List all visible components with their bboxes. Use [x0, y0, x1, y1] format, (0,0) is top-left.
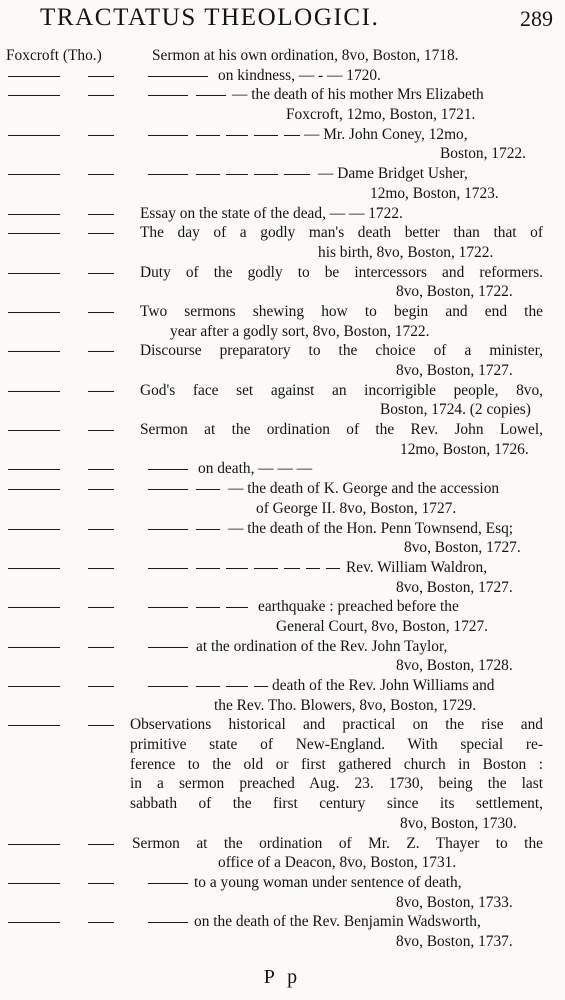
- ditto-dash: [196, 95, 226, 96]
- entry-text: 8vo, Boston, 1737.: [396, 932, 513, 950]
- entry-line: [0, 873, 565, 893]
- ditto-dash: [8, 214, 60, 215]
- ditto-dash: [88, 135, 114, 136]
- ditto-dash: [88, 76, 114, 77]
- entry-line: [0, 499, 565, 519]
- ditto-dash: [284, 135, 300, 136]
- entry-text: Two sermons shewing how to begin and end the: [140, 302, 543, 320]
- entry-text: 8vo, Boston, 1728.: [396, 657, 513, 675]
- entry-text: sabbath of the first century since its settlement,: [130, 795, 543, 813]
- entry-text: 12mo, Boston, 1726.: [400, 440, 529, 458]
- entry-text: earthquake : preached before the: [258, 598, 459, 616]
- ditto-dash: [88, 214, 114, 215]
- ditto-dash: [284, 568, 300, 569]
- page-number: 289: [520, 6, 553, 31]
- ditto-dash: [88, 233, 114, 234]
- entry-line: [0, 85, 565, 105]
- entry-line: [0, 381, 565, 401]
- entry-text: on death, — — —: [198, 460, 313, 478]
- entry-line: [0, 341, 565, 361]
- entry-text: Boston, 1724. (2 copies): [380, 401, 531, 419]
- entry-line: [0, 912, 565, 932]
- ditto-dash: [88, 922, 114, 923]
- ditto-dash: [8, 686, 60, 687]
- ditto-dash: [148, 686, 188, 687]
- entry-line: [0, 440, 565, 460]
- ditto-dash: [226, 607, 248, 608]
- entry-line: [0, 105, 565, 125]
- ditto-dash: [8, 174, 60, 175]
- ditto-dash: [88, 844, 114, 845]
- ditto-dash: [88, 174, 114, 175]
- ditto-dash: [88, 725, 114, 726]
- entry-line: [0, 479, 565, 499]
- entry-line: [0, 302, 565, 322]
- ditto-dash: [88, 607, 114, 608]
- entry-text: Sermon at his own ordination, 8vo, Boston, 1718.: [152, 47, 459, 64]
- entry-line: [0, 459, 565, 479]
- entry-text: God's face set against an incorrigible people, 8vo,: [140, 381, 543, 399]
- page-header: [0, 0, 565, 40]
- entry-text: the Rev. Tho. Blowers, 8vo, Boston, 1729.: [214, 696, 477, 714]
- entry-text: Boston, 1722.: [440, 145, 526, 163]
- ditto-dash: [88, 312, 114, 313]
- entry-text: 8vo, Boston, 1727.: [396, 578, 513, 596]
- ditto-dash: [148, 647, 188, 648]
- entry-line: [0, 164, 565, 184]
- ditto-dash: [196, 686, 220, 687]
- ditto-dash: [8, 489, 60, 490]
- entry-text: on kindness, — - — 1720.: [218, 66, 381, 84]
- ditto-dash: [88, 469, 114, 470]
- entry-text: death of the Rev. John Williams and: [272, 677, 495, 694]
- entry-line: [0, 715, 565, 735]
- ditto-dash: [88, 529, 114, 530]
- entry-text: Essay on the state of the dead, — — 1722.: [140, 204, 403, 222]
- entry-line: [0, 755, 565, 775]
- entry-text: primitive state of New-England. With special re-: [130, 736, 543, 754]
- ditto-dash: [88, 351, 114, 352]
- entry-line: [0, 46, 565, 66]
- entry-text: ference to the old or first gathered church in Boston :: [130, 755, 543, 773]
- entry-line: [0, 223, 565, 243]
- entry-text: on the death of the Rev. Benjamin Wadsworth,: [194, 913, 481, 931]
- entry-text: at the ordination of the Rev. John Taylor,: [196, 637, 448, 655]
- entry-line: [0, 420, 565, 440]
- ditto-dash: [8, 469, 60, 470]
- entry-line: [0, 617, 565, 637]
- running-title: TRACTATUS THEOLOGICI.: [40, 4, 380, 31]
- entry-text: — Mr. John Coney, 12mo,: [304, 125, 468, 143]
- ditto-dash: [148, 607, 188, 608]
- entry-line: [0, 578, 565, 598]
- ditto-dash: [148, 95, 188, 96]
- entry-text: 8vo, Boston, 1727.: [404, 539, 521, 557]
- entry-line: [0, 282, 565, 302]
- entry-line: [0, 893, 565, 913]
- ditto-dash: [306, 568, 320, 569]
- entry-text: 8vo, Boston, 1733.: [396, 893, 513, 911]
- ditto-dash: [226, 686, 248, 687]
- ditto-dash: [8, 351, 60, 352]
- ditto-dash: [88, 568, 114, 569]
- entry-text: — the death of his mother Mrs Elizabeth: [232, 86, 484, 104]
- ditto-dash: [88, 391, 114, 392]
- ditto-dash: [284, 174, 310, 175]
- entry-text: General Court, 8vo, Boston, 1727.: [276, 617, 489, 635]
- ditto-dash: [88, 883, 114, 884]
- entry-text: Sermon at the ordination of Mr. Z. Thayer to the: [132, 834, 543, 852]
- entry-line: [0, 597, 565, 617]
- entry-text: — the death of the Hon. Penn Townsend, Esq;: [228, 519, 514, 537]
- entry-line: [0, 125, 565, 145]
- ditto-dash: [254, 568, 278, 569]
- ditto-dash: [326, 568, 340, 569]
- ditto-dash: [196, 135, 220, 136]
- entry-line: [0, 400, 565, 420]
- ditto-dash: [8, 135, 60, 136]
- ditto-dash: [8, 391, 60, 392]
- ditto-dash: [88, 95, 114, 96]
- entry-text: Duty of the godly to be intercessors and reformers.: [140, 263, 543, 281]
- entry-text: of George II. 8vo, Boston, 1727.: [256, 499, 457, 517]
- ditto-dash: [88, 489, 114, 490]
- ditto-dash: [254, 174, 278, 175]
- entry-text: Sermon at the ordination of the Rev. John Lowel,: [140, 421, 543, 439]
- ditto-dash: [148, 568, 188, 569]
- entry-text: year after a godly sort, 8vo, Boston, 1722.: [170, 322, 430, 340]
- entry-line: [0, 656, 565, 676]
- entry-line: [0, 637, 565, 657]
- entry-text: 12mo, Boston, 1723.: [370, 184, 499, 202]
- ditto-dash: [88, 273, 114, 274]
- entry-text: in a sermon preached Aug. 23. 1730, being the last: [130, 775, 543, 793]
- ditto-dash: [226, 568, 248, 569]
- entry-text: Discourse preparatory to the choice of a minister,: [140, 342, 543, 360]
- ditto-dash: [254, 135, 278, 136]
- entry-line: [0, 814, 565, 834]
- catalogue-entries: [0, 46, 565, 952]
- ditto-dash: [196, 568, 220, 569]
- entry-text: 8vo, Boston, 1730.: [400, 814, 517, 832]
- entry-line: [0, 932, 565, 952]
- ditto-dash: [8, 312, 60, 313]
- ditto-dash: [8, 529, 60, 530]
- entry-text: office of a Deacon, 8vo, Boston, 1731.: [218, 854, 457, 872]
- entry-line: [0, 184, 565, 204]
- entry-line: [0, 144, 565, 164]
- signature-mark: P p: [263, 966, 302, 988]
- entry-text: The day of a godly man's death better than that of: [140, 224, 543, 242]
- entry-line: [0, 735, 565, 755]
- ditto-dash: [88, 430, 114, 431]
- ditto-dash: [254, 686, 268, 687]
- entry-text: — Dame Bridget Usher,: [318, 165, 468, 183]
- ditto-dash: [8, 647, 60, 648]
- ditto-dash: [8, 233, 60, 234]
- entry-line: [0, 204, 565, 224]
- ditto-dash: [148, 883, 188, 884]
- entry-line: [0, 263, 565, 283]
- entry-text: 8vo, Boston, 1722.: [396, 283, 513, 301]
- ditto-dash: [148, 922, 188, 923]
- entry-line: [0, 774, 565, 794]
- entry-line: [0, 696, 565, 716]
- ditto-dash: [8, 76, 60, 77]
- ditto-dash: [148, 489, 188, 490]
- ditto-dash: [8, 273, 60, 274]
- entry-text: — the death of K. George and the accession: [228, 480, 500, 498]
- ditto-dash: [8, 568, 60, 569]
- ditto-dash: [148, 174, 188, 175]
- entry-line: [0, 558, 565, 578]
- ditto-dash: [148, 76, 208, 77]
- entry-line: [0, 322, 565, 342]
- ditto-dash: [196, 529, 220, 530]
- entry-text: Observations historical and practical on the rise and: [130, 716, 543, 734]
- ditto-dash: [8, 725, 60, 726]
- ditto-dash: [8, 95, 60, 96]
- author-name: Foxcroft (Tho.): [6, 47, 102, 64]
- ditto-dash: [196, 489, 220, 490]
- ditto-dash: [88, 647, 114, 648]
- entry-line: [0, 538, 565, 558]
- ditto-dash: [148, 135, 188, 136]
- ditto-dash: [148, 529, 188, 530]
- entry-text: Rev. William Waldron,: [346, 558, 488, 576]
- ditto-dash: [226, 135, 248, 136]
- ditto-dash: [196, 174, 220, 175]
- entry-line: [0, 676, 565, 696]
- entry-line: [0, 834, 565, 854]
- ditto-dash: [8, 844, 60, 845]
- ditto-dash: [226, 174, 248, 175]
- entry-text: to a young woman under sentence of death,: [194, 873, 462, 891]
- entry-line: [0, 853, 565, 873]
- entry-line: [0, 361, 565, 381]
- ditto-dash: [8, 430, 60, 431]
- entry-line: [0, 794, 565, 814]
- ditto-dash: [8, 883, 60, 884]
- entry-line: [0, 66, 565, 86]
- entry-text: 8vo, Boston, 1727.: [396, 362, 513, 379]
- entry-text: his birth, 8vo, Boston, 1722.: [318, 243, 494, 261]
- ditto-dash: [8, 922, 60, 923]
- entry-text: Foxcroft, 12mo, Boston, 1721.: [286, 106, 476, 124]
- ditto-dash: [148, 469, 188, 470]
- ditto-dash: [196, 607, 220, 608]
- entry-line: [0, 243, 565, 263]
- entry-line: [0, 519, 565, 539]
- ditto-dash: [8, 607, 60, 608]
- ditto-dash: [88, 686, 114, 687]
